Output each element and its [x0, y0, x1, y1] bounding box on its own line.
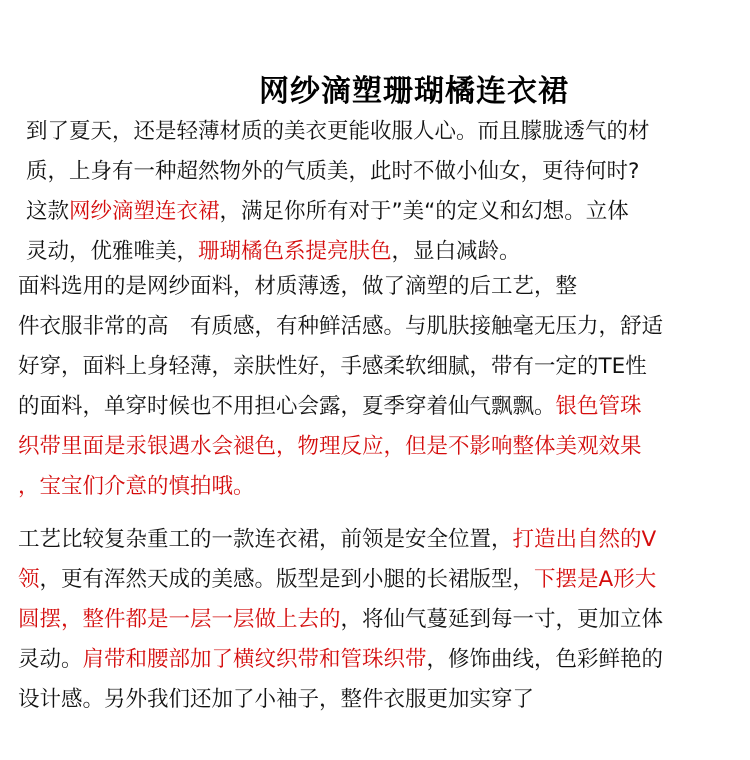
- highlight-text: 打造出自然的V: [512, 527, 657, 552]
- text-line: [18, 467, 663, 507]
- highlight-text: 银色管珠: [555, 394, 642, 419]
- text-line: [18, 640, 663, 680]
- text-segment: 面料选用的是网纱面料，材质薄透，做了滴塑的后工艺，整: [18, 274, 578, 299]
- page-title: 网纱滴塑珊瑚橘连衣裙: [259, 74, 569, 110]
- text-segment: 的面料，单穿时候也不用担心会露，夏季穿着仙气飘飘。: [18, 394, 556, 419]
- text-line: [18, 267, 663, 307]
- text-segment: ，显白减龄。: [391, 239, 521, 264]
- paragraph-fabric: [18, 267, 663, 507]
- text-segment: 件衣服非常的高 有质感，有种鲜活感。与肌肤接触毫无压力，舒适: [18, 314, 664, 339]
- highlight-text: ，宝宝们介意的慎拍哦。: [18, 474, 255, 499]
- text-segment: 灵动，优雅唯美，: [26, 239, 199, 264]
- text-line: [18, 560, 663, 600]
- text-segment: 工艺比较复杂重工的一款连衣裙，前领是安全位置，: [18, 527, 513, 552]
- text-line: [18, 600, 663, 640]
- highlight-text: 织带里面是汞银遇水会褪色，物理反应，但是不影响整体美观效果: [18, 434, 642, 459]
- text-line: [18, 307, 663, 347]
- highlight-text: 圆摆，整件都是一层一层做上去的: [18, 607, 341, 632]
- text-line: [26, 152, 650, 192]
- highlight-text: 肩带和腰部加了横纹织带和管珠织带: [82, 647, 427, 672]
- paragraph-craft: [18, 520, 663, 720]
- text-line: [18, 427, 663, 467]
- highlight-text: 下摆是A形大: [534, 567, 657, 592]
- text-line: [26, 112, 650, 152]
- text-line: [18, 347, 663, 387]
- text-segment: 这款: [26, 199, 70, 224]
- text-segment: ，更有浑然天成的美感。版型是到小腿的长裙版型，: [39, 567, 535, 592]
- text-line: [18, 387, 663, 427]
- text-segment: 好穿，面料上身轻薄，亲肤性好，手感柔软细腻，带有一定的TE性: [18, 354, 647, 379]
- text-segment: ，将仙气蔓延到每一寸，更加立体: [340, 607, 664, 632]
- highlight-text: 领: [18, 567, 40, 592]
- text-segment: 灵动。: [18, 647, 83, 672]
- text-line: [26, 232, 650, 272]
- text-segment: 质，上身有一种超然物外的气质美，此时不做小仙女，更待何时?: [26, 159, 640, 184]
- highlight-text: 网纱滴塑连衣裙: [69, 199, 220, 224]
- paragraph-intro: [26, 112, 650, 272]
- text-segment: ，修饰曲线，色彩鲜艳的: [426, 647, 664, 672]
- text-line: [18, 520, 663, 560]
- text-line: [26, 192, 650, 232]
- text-segment: 设计感。另外我们还加了小袖子，整件衣服更加实穿了: [18, 687, 535, 712]
- highlight-text: 珊瑚橘色系提亮肤色: [198, 239, 392, 264]
- text-segment: 到了夏天，还是轻薄材质的美衣更能收服人心。而且朦胧透气的材: [26, 119, 650, 144]
- text-line: [18, 680, 663, 720]
- text-segment: ，满足你所有对于”美“的定义和幻想。立体: [219, 199, 629, 224]
